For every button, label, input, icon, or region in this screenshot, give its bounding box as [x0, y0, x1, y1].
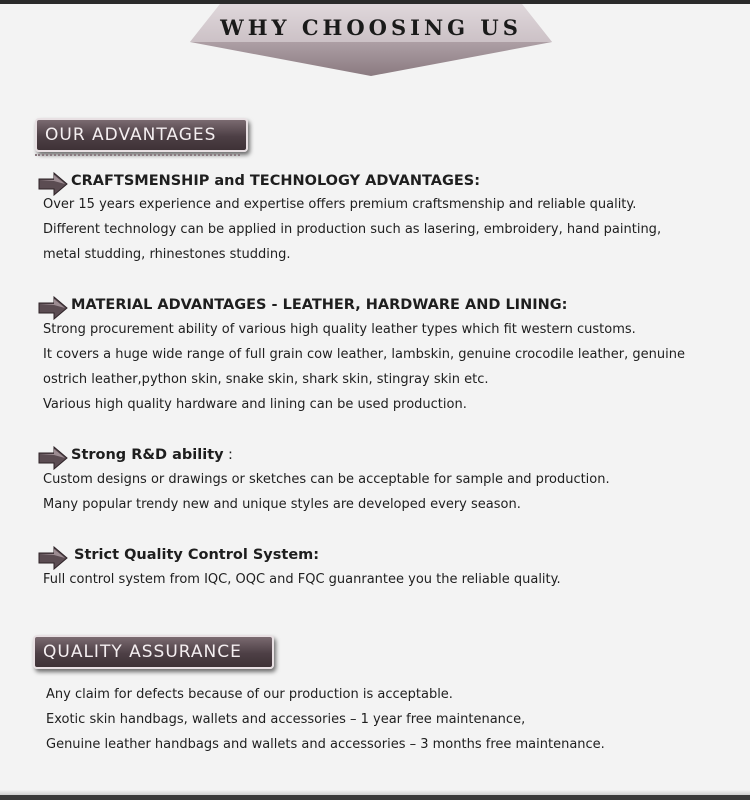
- text-line: Any claim for defects because of our production is acceptable.: [46, 687, 453, 702]
- advantages-divider: [35, 154, 240, 156]
- right-arrow-icon: [38, 172, 68, 196]
- right-arrow-icon: [38, 446, 68, 470]
- text-line: It covers a huge wide range of full grain cow leather, lambskin, genuine crocodile leather, genuine: [43, 347, 685, 362]
- bottom-border: [0, 795, 750, 800]
- advantages-badge: OUR ADVANTAGES: [35, 118, 248, 152]
- section-heading-text: MATERIAL ADVANTAGES - LEATHER, HARDWARE AND LINING:: [71, 297, 568, 313]
- text-line: Various high quality hardware and lining can be used production.: [43, 397, 467, 412]
- header-banner: [190, 0, 552, 76]
- right-arrow-icon: [38, 296, 68, 320]
- section-heading-text: Strict Quality Control System:: [74, 547, 320, 563]
- quality-assurance-badge: QUALITY ASSURANCE: [33, 635, 274, 669]
- text-line: Over 15 years experience and expertise offers premium craftsmenship and reliable quality.: [43, 197, 637, 212]
- page-title: WHY CHOOSING US: [220, 15, 522, 40]
- text-line: Many popular trendy new and unique styles are developed every season.: [43, 497, 521, 512]
- text-line: ostrich leather,python skin, snake skin, shark skin, stingray skin etc.: [43, 372, 489, 387]
- text-line: Custom designs or drawings or sketches can be acceptable for sample and production.: [43, 472, 610, 487]
- text-line: Strong procurement ability of various high quality leather types which fit western customs.: [43, 322, 636, 337]
- text-line: Exotic skin handbags, wallets and accessories – 1 year free maintenance,: [46, 712, 526, 727]
- text-line: Different technology can be applied in production such as lasering, embroidery, hand painting,: [43, 222, 662, 237]
- right-arrow-icon: [38, 546, 68, 570]
- section-heading-text: Strong R&D ability: [71, 447, 224, 463]
- section-heading-text: CRAFTSMENSHIP and TECHNOLOGY ADVANTAGES:: [71, 173, 481, 189]
- text-line: Genuine leather handbags and wallets and accessories – 3 months free maintenance.: [46, 737, 605, 752]
- text-line: Full control system from IQC, OQC and FQC guanrantee you the reliable quality.: [43, 572, 561, 587]
- section-heading-colon: :: [228, 447, 233, 463]
- text-line: metal studding, rhinestones studding.: [43, 247, 291, 262]
